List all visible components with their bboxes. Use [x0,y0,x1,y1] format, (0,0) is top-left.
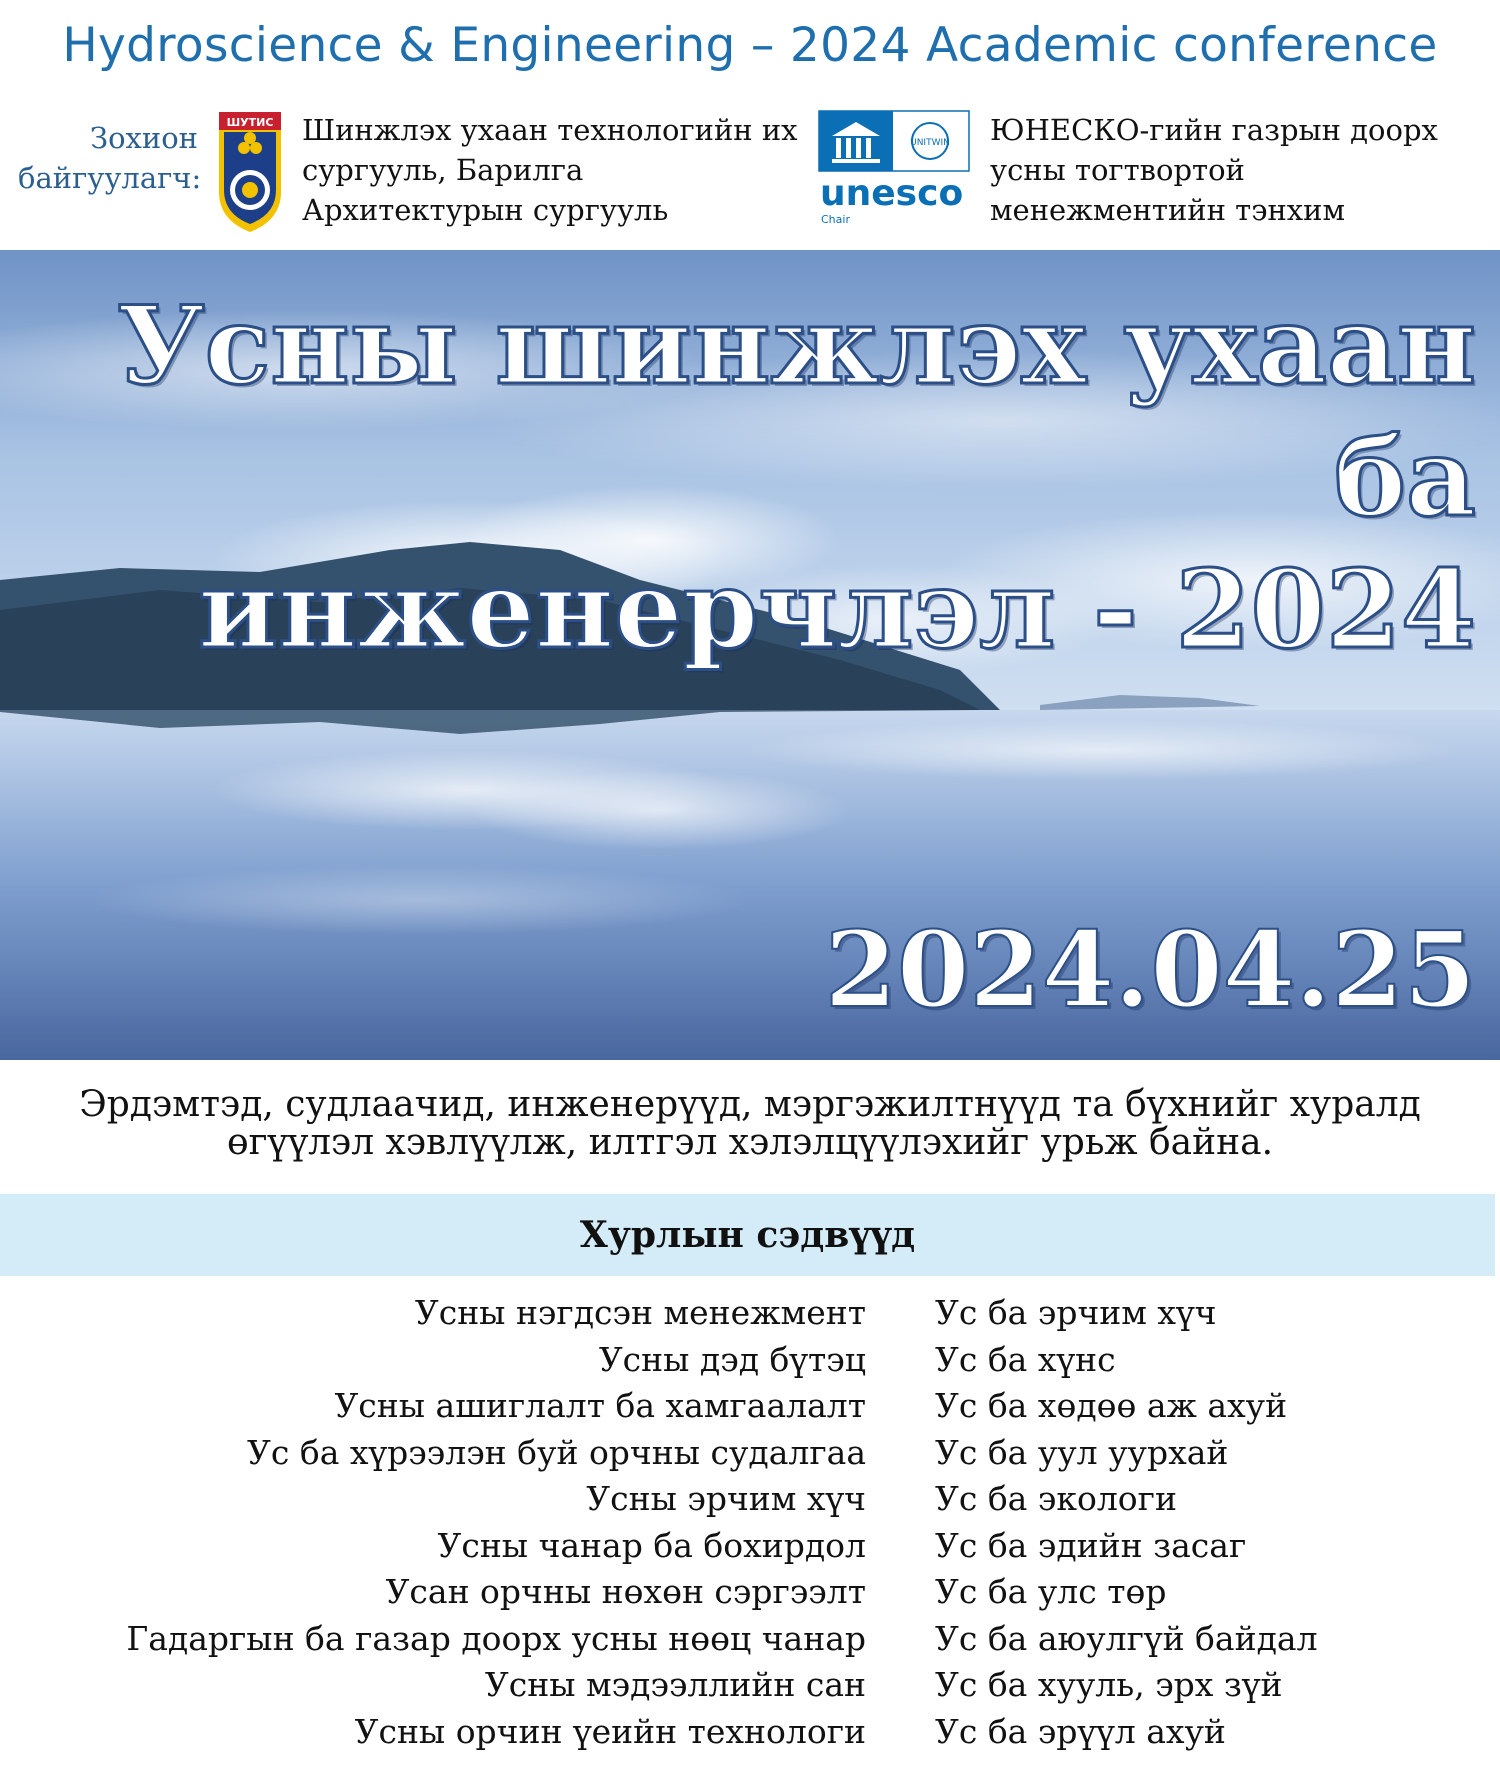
topic-item: Ус ба хүрээлэн буй орчны судалгаа [247,1432,866,1472]
org1-line: Архитектурын сургууль [302,193,669,227]
unesco-logo [818,110,970,228]
topic-item: Ус ба эрүүл ахуй [935,1711,1226,1751]
org2-line: ЮНЕСКО-гийн газрын доорх [990,113,1438,147]
topic-item: Усан орчны нөхөн сэргээлт [385,1572,866,1611]
topic-item: Усны чанар ба бохирдол [437,1525,866,1565]
hero-banner [0,250,1500,1060]
organizer-label [18,118,202,198]
organizer-must [302,110,802,230]
topic-item: Ус ба хууль, эрх зүй [935,1665,1283,1704]
unesco-chair-text: Chair [821,213,850,226]
conference-date: 2024.04.25 [824,908,1476,1031]
must-logo-text: ШУТИС [226,116,274,129]
topic-item: Усны орчин үеийн технологи [354,1711,866,1751]
topic-item: Ус ба экологи [935,1479,1177,1518]
topics-list-right [935,1290,1475,1755]
hero-title-line: инженерчлэл - 2024 [198,547,1476,673]
hero-title-line: Усны шинжлэх ухаан ба [116,283,1476,541]
topic-item: Ус ба уул уурхай [935,1432,1229,1472]
topic-item: Ус ба эдийн засаг [935,1525,1247,1565]
org1-line: сургууль, Барилга [302,153,584,187]
topic-item: Усны мэдээллийн сан [484,1665,866,1704]
invitation-text [0,1086,1500,1162]
topic-item: Усны дэд бүтэц [598,1339,866,1379]
topics-heading: Хурлын сэдвүүд [579,1214,916,1256]
topic-item: Усны нэгдсэн менежмент [414,1293,866,1332]
topic-item: Гадаргын ба газар доорх усны нөөц чанар [126,1618,866,1658]
topic-item: Ус ба хөдөө аж ахуй [935,1386,1288,1425]
org2-line: усны тогтвортой [990,153,1245,187]
topic-item: Усны эрчим хүч [586,1479,866,1518]
must-logo [215,108,285,236]
topic-item: Ус ба улс төр [935,1572,1167,1611]
hero-title [26,280,1476,676]
topic-item: Ус ба хүнс [935,1339,1116,1379]
org2-line: менежментийн тэнхим [990,193,1346,227]
organizer-unesco-chair [990,110,1470,230]
topics-list-left [40,1290,866,1755]
topic-item: Ус ба эрчим хүч [935,1293,1217,1332]
topic-item: Усны ашиглалт ба хамгаалалт [334,1386,866,1425]
invitation-line: Эрдэмтэд, судлаачид, инженерүүд, мэргэжилтнүүд та бүхнийг хуралд [79,1084,1421,1125]
organizer-label-line: Зохион [90,121,198,155]
unitwin-text: UNITWIN [910,138,950,148]
org1-line: Шинжлэх ухаан технологийн их [302,113,798,147]
unesco-logo-text: unesco [820,173,964,214]
topic-item: Ус ба аюулгүй байдал [935,1618,1318,1658]
conference-title: Hydroscience & Engineering – 2024 Academic conference [62,18,1438,73]
invitation-line: өгүүлэл хэвлүүлж, илтгэл хэлэлцүүлэхийг урьж байна. [226,1122,1274,1163]
topics-header-band [0,1194,1495,1276]
organizer-label-line: байгуулагч: [18,161,202,195]
